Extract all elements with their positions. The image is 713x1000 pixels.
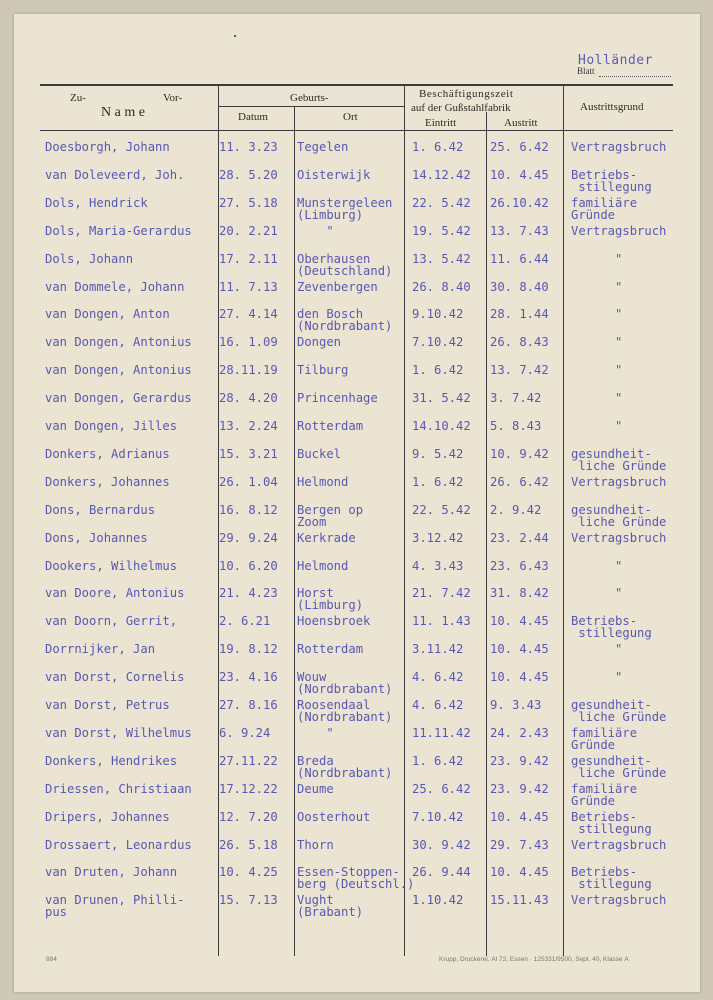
birth-date: 6. 9.24 [219, 725, 271, 740]
birth-date: 16. 1.09 [219, 335, 278, 350]
employee-name: Dons, Johannes [45, 530, 148, 545]
exit-date: 10. 9.42 [490, 446, 549, 461]
exit-reason: " [571, 419, 623, 433]
employee-name: van Druten, Johann [45, 865, 178, 880]
exit-date: 23. 9.42 [490, 753, 549, 768]
entry-date: 1. 6.42 [412, 363, 464, 378]
header-zu: Zu- [70, 92, 86, 104]
entry-date: 22. 5.42 [412, 502, 471, 517]
employee-name: van Dongen, Anton [45, 307, 170, 322]
entry-date: 1. 6.42 [412, 753, 464, 768]
exit-reason: gesundheit- liche Gründe [571, 753, 667, 780]
paper-speck [234, 35, 236, 37]
employee-name: van Dorst, Cornelis [45, 670, 185, 685]
exit-reason: " [571, 586, 623, 601]
birth-place: Breda (Nordbrabant) [297, 753, 393, 780]
exit-reason: " [571, 558, 623, 573]
header-vor: Vor- [163, 92, 183, 104]
employee-name: Dols, Johann [45, 251, 134, 266]
table-row [0, 894, 713, 922]
employee-name: Donkers, Hendrikes [45, 753, 178, 768]
table-row [0, 699, 713, 727]
exit-reason: Vertragsbruch [571, 893, 667, 908]
birth-date: 19. 8.12 [219, 642, 278, 657]
exit-date: 30. 8.40 [490, 279, 549, 294]
footer-printer-imprint: Krupp, Druckerei, Al 72, Essen · 125331/9500, Sept. 40, Klasse A [439, 956, 629, 963]
entry-date: 3.11.42 [412, 642, 464, 657]
header-eintritt: Eintritt [425, 117, 457, 129]
exit-date: 3. 7.42 [490, 391, 542, 406]
table-row [0, 671, 713, 699]
employee-name: Doesborgh, Johann [45, 140, 170, 154]
birth-place: Wouw (Nordbrabant) [297, 670, 393, 697]
exit-date: 31. 8.42 [490, 586, 549, 601]
exit-date: 24. 2.43 [490, 725, 549, 740]
exit-reason: Vertragsbruch [571, 140, 667, 154]
table-row [0, 364, 713, 392]
exit-date: 2. 9.42 [490, 502, 542, 517]
sheet-number-line [599, 76, 671, 77]
entry-date: 7.10.42 [412, 809, 464, 824]
table-row [0, 336, 713, 364]
birth-place: Bergen op Zoom [297, 502, 364, 529]
header-austritt: Austritt [504, 117, 538, 129]
birth-date: 20. 2.21 [219, 223, 278, 238]
birth-place: " [297, 725, 334, 740]
employee-name: van Doore, Antonius [45, 586, 185, 601]
employee-name: van Doorn, Gerrit, [45, 614, 178, 629]
header-bottom-rule [40, 130, 673, 131]
employee-name: Dols, Hendrick [45, 195, 148, 210]
exit-reason: " [571, 307, 623, 322]
entry-date: 7.10.42 [412, 335, 464, 350]
birth-place: Buckel [297, 446, 342, 461]
birth-date: 28.11.19 [219, 363, 278, 378]
entry-date: 30. 9.42 [412, 837, 471, 852]
entry-date: 9.10.42 [412, 307, 464, 322]
employee-name: Dorrnijker, Jan [45, 642, 156, 657]
employee-name: van Drunen, Philli- pus [45, 893, 185, 920]
birth-date: 10. 6.20 [219, 558, 278, 573]
exit-date: 10. 4.45 [490, 167, 549, 182]
table-row [0, 504, 713, 532]
table-row [0, 281, 713, 309]
birth-place: Thorn [297, 837, 334, 852]
nationality-heading: Holländer [578, 53, 653, 68]
birth-place: den Bosch (Nordbrabant) [297, 307, 393, 334]
exit-reason: Betriebs- stillegung [571, 167, 652, 194]
header-beschaeftigungszeit: Beschäftigungszeit [419, 88, 514, 100]
table-row [0, 420, 713, 448]
employee-name: Dons, Bernardus [45, 502, 156, 517]
birth-place: Princenhage [297, 391, 378, 406]
entry-date: 14.12.42 [412, 167, 471, 182]
table-row [0, 755, 713, 783]
header-fabrik: auf der Gußstahlfabrik [411, 102, 511, 114]
exit-reason: " [571, 251, 623, 266]
birth-date: 11. 3.23 [219, 140, 278, 154]
exit-reason: " [571, 391, 623, 406]
exit-reason: gesundheit- liche Gründe [571, 698, 667, 724]
entry-date: 26. 8.40 [412, 279, 471, 294]
employee-name: Donkers, Adrianus [45, 446, 170, 461]
birth-place: Oisterwijk [297, 167, 371, 182]
exit-reason: Betriebs- stillegung [571, 614, 652, 641]
employee-name: Drossaert, Leonardus [45, 837, 192, 852]
table-top-rule [40, 84, 673, 86]
exit-date: 10. 4.45 [490, 670, 549, 685]
employee-name: van Dongen, Gerardus [45, 391, 192, 406]
birth-date: 11. 7.13 [219, 279, 278, 294]
entry-date: 4. 6.42 [412, 670, 464, 685]
exit-reason: Vertragsbruch [571, 530, 667, 545]
birth-date: 2. 6.21 [219, 614, 271, 629]
birth-place: Dongen [297, 335, 342, 350]
exit-date: 10. 4.45 [490, 642, 549, 657]
exit-reason: Vertragsbruch [571, 837, 667, 852]
exit-reason: " [571, 642, 623, 657]
exit-date: 10. 4.45 [490, 865, 549, 880]
entry-date: 1. 6.42 [412, 474, 464, 489]
exit-date: 23. 6.43 [490, 558, 549, 573]
table-row [0, 141, 713, 169]
exit-date: 29. 7.43 [490, 837, 549, 852]
birth-date: 27. 4.14 [219, 307, 278, 322]
birth-date: 17. 2.11 [219, 251, 278, 266]
employee-name: van Doleveerd, Joh. [45, 167, 185, 182]
table-row [0, 253, 713, 281]
exit-reason: gesundheit- liche Gründe [571, 502, 667, 529]
exit-date: 28. 1.44 [490, 307, 549, 322]
header-ort: Ort [343, 111, 358, 123]
exit-date: 5. 8.43 [490, 419, 542, 433]
employee-name: van Dongen, Antonius [45, 335, 192, 350]
table-row [0, 783, 713, 811]
entry-date: 31. 5.42 [412, 391, 471, 406]
birth-date: 28. 4.20 [219, 391, 278, 406]
entry-date: 1. 6.42 [412, 140, 464, 154]
birth-place: Kerkrade [297, 530, 356, 545]
exit-reason: " [571, 335, 623, 350]
header-datum: Datum [238, 111, 268, 123]
entry-date: 4. 3.43 [412, 558, 464, 573]
exit-reason: " [571, 279, 623, 294]
table-row [0, 308, 713, 336]
employee-name: Driessen, Christiaan [45, 781, 192, 796]
table-row [0, 811, 713, 839]
birth-place: " [297, 223, 334, 238]
birth-date: 13. 2.24 [219, 419, 278, 433]
birth-place: Munstergeleen (Limburg) [297, 195, 393, 222]
birth-date: 27. 5.18 [219, 195, 278, 210]
birth-date: 23. 4.16 [219, 670, 278, 685]
exit-date: 13. 7.42 [490, 363, 549, 378]
entry-date: 11.11.42 [412, 725, 471, 740]
employee-name: Dols, Maria-Gerardus [45, 223, 192, 238]
birth-place: Roosendaal (Nordbrabant) [297, 698, 393, 724]
entry-date: 25. 6.42 [412, 781, 471, 796]
birth-date: 21. 4.23 [219, 586, 278, 601]
exit-date: 10. 4.45 [490, 614, 549, 629]
employee-name: Dripers, Johannes [45, 809, 170, 824]
exit-date: 23. 2.44 [490, 530, 549, 545]
birth-date: 28. 5.20 [219, 167, 278, 182]
table-row [0, 839, 713, 867]
header-geburts: Geburts- [290, 92, 329, 104]
birth-place: Tegelen [297, 140, 349, 154]
birth-date: 10. 4.25 [219, 865, 278, 880]
employee-name: van Dongen, Jilles [45, 419, 178, 433]
birth-place: Oberhausen (Deutschland) [297, 251, 393, 278]
exit-reason: Betriebs- stillegung [571, 865, 652, 892]
entry-date: 21. 7.42 [412, 586, 471, 601]
birth-place: Horst (Limburg) [297, 586, 364, 613]
birth-place: Zevenbergen [297, 279, 378, 294]
exit-date: 11. 6.44 [490, 251, 549, 266]
exit-date: 25. 6.42 [490, 140, 549, 154]
exit-date: 9. 3.43 [490, 698, 542, 712]
birth-date: 17.12.22 [219, 781, 278, 796]
employee-name: Dookers, Wilhelmus [45, 558, 178, 573]
table-row [0, 643, 713, 671]
entry-date: 3.12.42 [412, 530, 464, 545]
exit-date: 13. 7.43 [490, 223, 549, 238]
birth-place: Tilburg [297, 363, 349, 378]
birth-subheader-rule [218, 106, 404, 107]
exit-reason: familiäre Gründe [571, 725, 638, 752]
birth-date: 26. 5.18 [219, 837, 278, 852]
birth-place: Oosterhout [297, 809, 371, 824]
birth-place: Helmond [297, 558, 349, 573]
exit-date: 26.10.42 [490, 195, 549, 210]
birth-date: 15. 3.21 [219, 446, 278, 461]
table-row [0, 225, 713, 253]
entry-date: 4. 6.42 [412, 698, 464, 712]
birth-place: Rotterdam [297, 419, 364, 433]
exit-reason: familiäre Gründe [571, 195, 638, 222]
exit-reason: " [571, 670, 623, 685]
exit-reason: gesundheit- liche Gründe [571, 446, 667, 473]
birth-date: 27. 8.16 [219, 698, 278, 712]
footer-code: 884 [46, 956, 57, 963]
birth-date: 26. 1.04 [219, 474, 278, 489]
employee-name: Donkers, Johannes [45, 474, 170, 489]
table-row [0, 448, 713, 476]
birth-date: 27.11.22 [219, 753, 278, 768]
employee-name: van Dongen, Antonius [45, 363, 192, 378]
employee-name: van Dorst, Wilhelmus [45, 725, 192, 740]
birth-date: 16. 8.12 [219, 502, 278, 517]
birth-place: Helmond [297, 474, 349, 489]
exit-reason: Vertragsbruch [571, 474, 667, 489]
entry-date: 13. 5.42 [412, 251, 471, 266]
header-name: N a m e [101, 105, 145, 120]
exit-date: 26. 8.43 [490, 335, 549, 350]
table-row [0, 169, 713, 197]
exit-date: 15.11.43 [490, 893, 549, 908]
entry-date: 9. 5.42 [412, 446, 464, 461]
exit-reason: Vertragsbruch [571, 223, 667, 238]
entry-date: 22. 5.42 [412, 195, 471, 210]
birth-place: Hoensbroek [297, 614, 371, 629]
exit-reason: Betriebs- stillegung [571, 809, 652, 836]
entry-date: 19. 5.42 [412, 223, 471, 238]
table-row [0, 727, 713, 755]
birth-place: Deume [297, 781, 334, 796]
entry-date: 1.10.42 [412, 893, 464, 908]
birth-date: 12. 7.20 [219, 809, 278, 824]
birth-date: 15. 7.13 [219, 893, 278, 908]
table-row [0, 532, 713, 560]
entry-date: 26. 9.44 [412, 865, 471, 880]
employee-name: van Dorst, Petrus [45, 698, 170, 712]
table-row [0, 392, 713, 420]
table-row [0, 615, 713, 643]
entry-date: 11. 1.43 [412, 614, 471, 629]
table-row [0, 476, 713, 504]
birth-place: Essen-Stoppen- berg (Deutschl.) [297, 865, 415, 892]
birth-date: 29. 9.24 [219, 530, 278, 545]
exit-reason: familiäre Gründe [571, 781, 638, 808]
exit-reason: " [571, 363, 623, 378]
exit-date: 10. 4.45 [490, 809, 549, 824]
birth-place: Rotterdam [297, 642, 364, 657]
table-row [0, 866, 713, 894]
entry-date: 14.10.42 [412, 419, 471, 433]
birth-place: Vught (Brabant) [297, 893, 364, 920]
exit-date: 23. 9.42 [490, 781, 549, 796]
table-row [0, 587, 713, 615]
table-row [0, 560, 713, 588]
sheet-label: Blatt [577, 66, 595, 76]
employee-name: van Dommele, Johann [45, 279, 185, 294]
exit-date: 26. 6.42 [490, 474, 549, 489]
table-row [0, 197, 713, 225]
header-austrittsgrund: Austrittsgrund [580, 101, 644, 113]
